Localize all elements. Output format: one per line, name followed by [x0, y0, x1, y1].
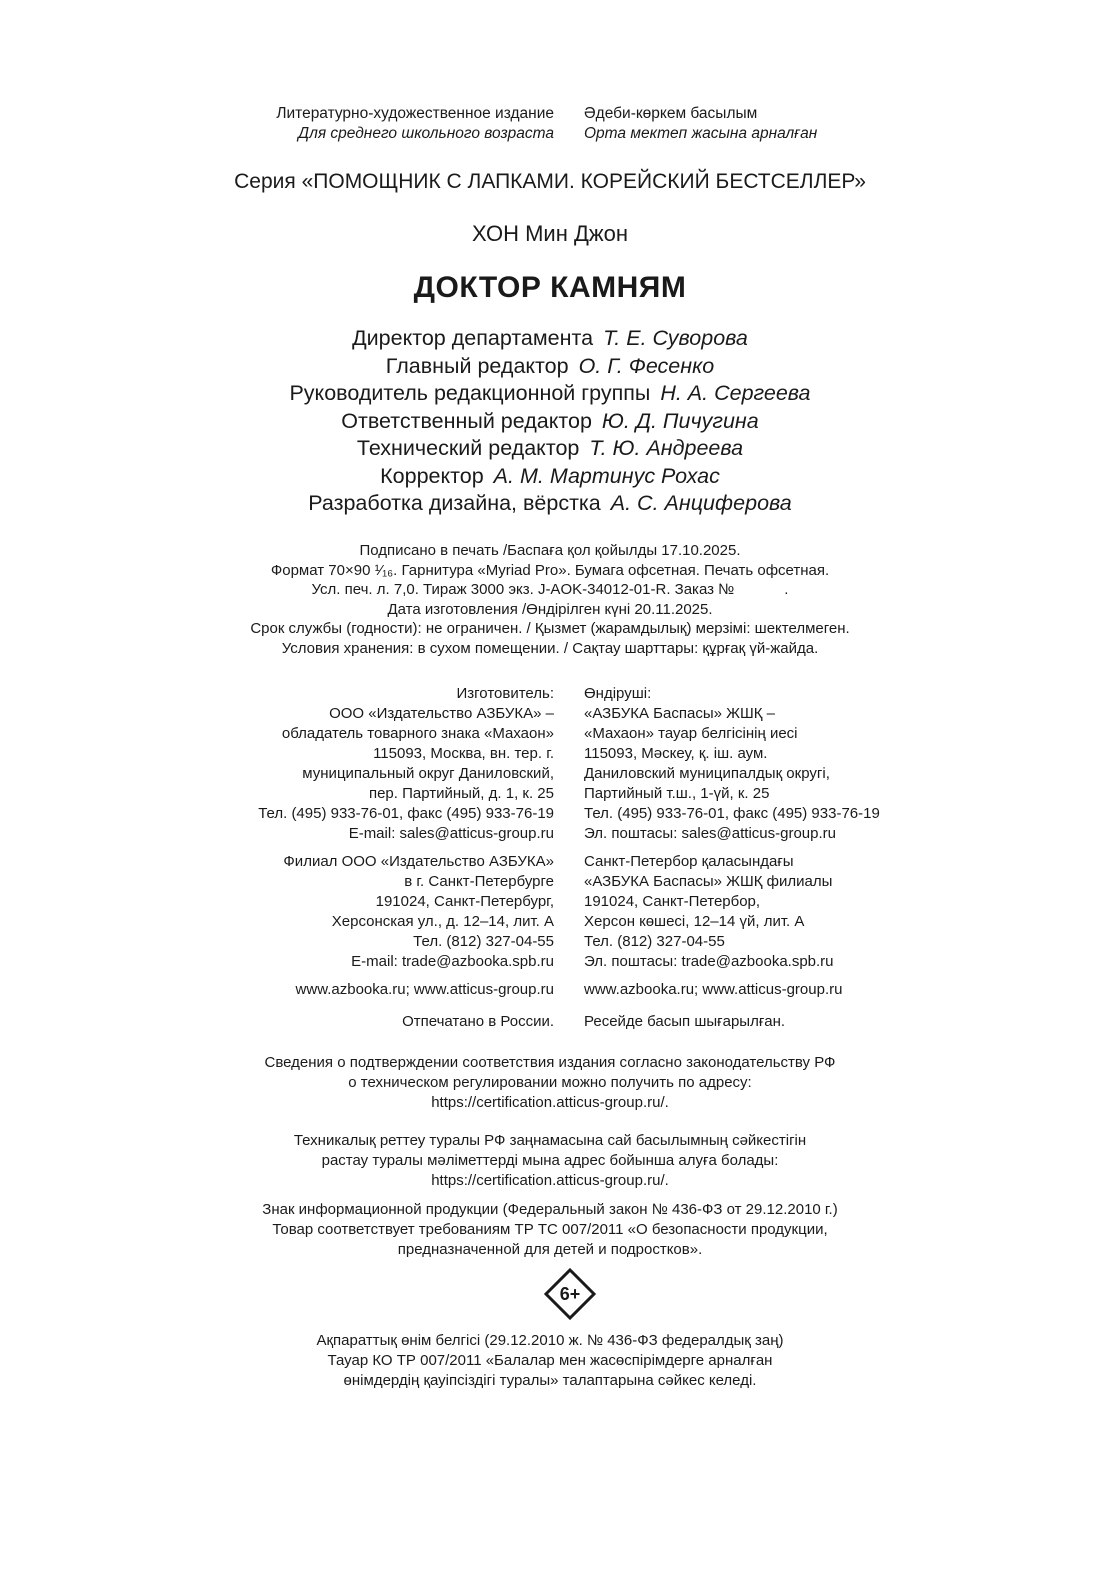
branch-phone: Тел. (812) 327-04-55	[584, 933, 725, 950]
credit-role: Корректор	[380, 463, 484, 488]
age-rating-badge	[544, 1268, 596, 1320]
credit-role: Разработка дизайна, вёрстка	[308, 491, 601, 515]
credit-role: Руководитель редакционной группы	[289, 381, 651, 405]
branch-kz	[584, 852, 834, 972]
manufacturer-line: Өндіруші:	[584, 685, 652, 702]
print-info-line: Дата изготовления /Өндірілген күні 20.11.2025.	[387, 600, 713, 618]
manufacturer-line: пер. Партийный, д. 1, к. 25	[368, 785, 554, 802]
credit-line	[0, 325, 1100, 353]
print-info-line: Усл. печ. л. 7,0. Тираж 3000 экз. J-AOK-34012-01-R. Заказ № .	[311, 581, 789, 598]
branch-line: 191024, Санкт-Петербург,	[375, 893, 554, 910]
manufacturer-line: муниципальный округ Даниловский,	[302, 765, 554, 782]
manufacturer-line: Даниловский муниципалдық округі,	[584, 765, 830, 782]
branch-ru	[283, 852, 554, 972]
manufacturer-line: ООО «Издательство АЗБУКА» –	[329, 705, 554, 722]
print-info-line: Подписано в печать /Баспаға қол қойылды 17.10.2025.	[359, 542, 741, 559]
manufacturer-line: «АЗБУКА Баспасы» ЖШҚ –	[584, 705, 775, 722]
credit-person: А. М. Мартинус Рохас	[493, 463, 720, 488]
manufacturer-phone: Тел. (495) 933-76-01, факс (495) 933-76-19	[258, 805, 554, 822]
credit-role: Главный редактор	[385, 353, 569, 378]
branch-line: в г. Санкт-Петербурге	[404, 873, 554, 890]
credit-line	[0, 463, 1100, 491]
manufacturer-kz	[584, 684, 880, 844]
manufacturer-line: обладатель товарного знака «Махаон»	[281, 725, 554, 742]
credit-line	[0, 353, 1100, 381]
manufacturer-email: E-mail: sales@atticus-group.ru	[348, 825, 554, 842]
certification-line: растау туралы мәліметтерді мына адрес бойынша алуға болады:	[321, 1152, 779, 1169]
certification-url: https://certification.atticus-group.ru/.	[431, 1172, 669, 1189]
websites-kz: www.azbooka.ru; www.atticus-group.ru	[584, 981, 843, 998]
info-sign-kz	[0, 1331, 1100, 1391]
credit-person: Ю. Д. Пичугина	[601, 408, 759, 433]
manufacturer-line: Изготовитель:	[456, 685, 554, 702]
branch-line: Филиал ООО «Издательство АЗБУКА»	[283, 853, 554, 870]
manufacturer-ru	[258, 684, 554, 844]
info-sign-line: Тауар КО ТР 007/2011 «Балалар мен жасөспірімдерге арналған	[327, 1352, 773, 1369]
header-ru	[276, 104, 554, 144]
credit-line	[0, 490, 1100, 518]
edition-kind-ru: Литературно-художественное издание	[276, 105, 554, 122]
info-sign-line: Ақпараттық өнім белгісі (29.12.2010 ж. № 436-ФЗ федералдық заң)	[316, 1332, 784, 1349]
edition-kind-kz: Әдеби-көркем басылым	[584, 105, 758, 122]
credit-role: Технический редактор	[356, 436, 580, 460]
manufacturer-line: «Махаон» тауар белгісінің иесі	[584, 725, 798, 742]
branch-phone: Тел. (812) 327-04-55	[413, 933, 554, 950]
branch-email: E-mail: trade@azbooka.spb.ru	[351, 953, 554, 970]
print-info-line: Срок службы (годности): не ограничен. / Қызмет (жарамдылық) мерзімі: шектелмеген.	[250, 620, 850, 637]
websites-ru: www.azbooka.ru; www.atticus-group.ru	[295, 981, 554, 998]
certification-line: Сведения о подтверждении соответствия издания согласно законодательству РФ	[264, 1054, 836, 1071]
manufacturer-email: Эл. поштасы: sales@atticus-group.ru	[584, 825, 836, 842]
series-name: Серия «ПОМОЩНИК С ЛАПКАМИ. КОРЕЙСКИЙ БЕСТСЕЛЛЕР»	[234, 170, 866, 193]
credit-line	[0, 380, 1100, 408]
print-info	[0, 541, 1100, 658]
author-name: ХОН Мин Джон	[472, 221, 628, 246]
info-sign-line: предназначенной для детей и подростков».	[397, 1241, 703, 1258]
printed-in-kz: Ресейде басып шығарылған.	[584, 1013, 786, 1030]
manufacturer-line: 115093, Москва, вн. тер. г.	[373, 745, 554, 762]
info-sign-line: өнімдердің қауіпсіздігі туралы» талаптарына сәйкес келеді.	[343, 1372, 757, 1389]
age-group-kz: Орта мектеп жасына арналған	[584, 125, 818, 142]
manufacturer-phone: Тел. (495) 933-76-01, факс (495) 933-76-19	[584, 805, 880, 822]
print-info-line: Формат 70×90 ¹⁄₁₆. Гарнитура «Myriad Pro». Бумага офсетная. Печать офсетная.	[270, 561, 830, 579]
credit-line	[0, 435, 1100, 463]
print-info-line: Условия хранения: в сухом помещении. / Сақтау шарттары: құрғақ үй-жайда.	[281, 639, 819, 657]
credit-person: Т. Ю. Андреева	[589, 436, 744, 460]
branch-line: «АЗБУКА Баспасы» ЖШҚ филиалы	[584, 873, 833, 890]
certification-url: https://certification.atticus-group.ru/.	[431, 1094, 669, 1111]
certification-ru	[0, 1053, 1100, 1113]
manufacturer-line: 115093, Мәскеу, қ. іш. аум.	[584, 745, 768, 762]
credit-role: Директор департамента	[352, 326, 594, 350]
branch-email: Эл. поштасы: trade@azbooka.spb.ru	[584, 953, 834, 970]
info-sign-line: Товар соответствует требованиям ТР ТС 007/2011 «О безопасности продукции,	[272, 1221, 828, 1238]
credit-person: Н. А. Сергеева	[660, 381, 811, 405]
credits-list	[0, 325, 1100, 518]
age-group-ru: Для среднего школьного возраста	[298, 125, 554, 142]
credit-person: О. Г. Фесенко	[578, 353, 715, 378]
info-sign-line: Знак информационной продукции (Федеральный закон № 436-ФЗ от 29.12.2010 г.)	[262, 1201, 838, 1218]
header-kz	[584, 104, 817, 144]
info-sign-ru	[0, 1200, 1100, 1260]
certification-kz	[0, 1131, 1100, 1191]
credit-role: Ответственный редактор	[341, 408, 592, 433]
credit-line	[0, 408, 1100, 436]
branch-line: Херсонская ул., д. 12–14, лит. А	[331, 913, 554, 930]
branch-line: Санкт-Петербор қаласындағы	[584, 853, 794, 870]
branch-line: 191024, Санкт-Петербор,	[584, 893, 761, 910]
age-rating-label: 6+	[559, 1284, 581, 1304]
certification-line: о техническом регулировании можно получить по адресу:	[348, 1074, 752, 1091]
branch-line: Херсон көшесі, 12–14 үй, лит. А	[584, 913, 805, 930]
printed-in-ru: Отпечатано в России.	[402, 1013, 554, 1030]
book-title: ДОКТОР КАМНЯМ	[413, 271, 687, 304]
credit-person: Т. Е. Суворова	[603, 326, 748, 350]
credit-person: А. С. Анциферова	[610, 491, 792, 515]
manufacturer-line: Партийный т.ш., 1-үй, к. 25	[584, 785, 770, 802]
certification-line: Техникалық реттеу туралы РФ заңнамасына сай басылымның сәйкестігін	[293, 1132, 807, 1149]
